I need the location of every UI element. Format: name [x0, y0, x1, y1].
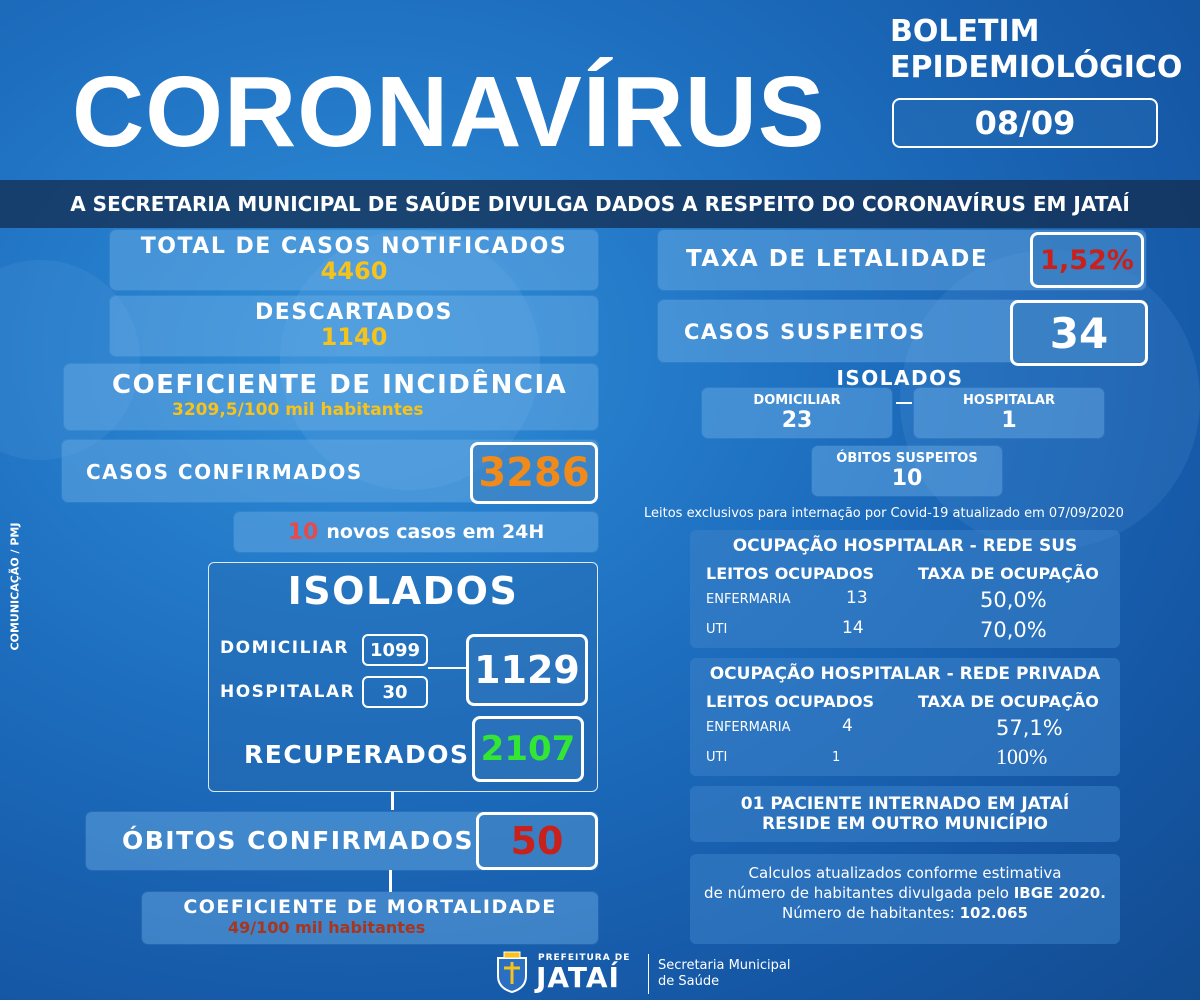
incidence-value: 3209,5/100 mil habitantes [172, 400, 424, 420]
isolated-hospital-label: HOSPITALAR [220, 682, 356, 702]
incidence-panel [64, 364, 598, 430]
virus-decoration [0, 260, 140, 460]
deaths-value: 50 [510, 819, 564, 863]
total-cases-value: 4460 [320, 257, 388, 285]
sus-occupancy-title: OCUPAÇÃO HOSPITALAR - REDE SUS [732, 536, 1078, 556]
sus-row-beds: 14 [842, 618, 864, 638]
mortality-panel [142, 892, 598, 944]
discarded-label: DESCARTADOS [255, 300, 453, 325]
footer-divider [648, 954, 649, 994]
calc-note-population: 102.065 [959, 904, 1028, 922]
date-box [892, 98, 1158, 148]
deaths-label: ÓBITOS CONFIRMADOS [122, 826, 475, 855]
recovered-label: RECUPERADOS [244, 740, 470, 769]
sus-row-rate: 70,0% [980, 618, 1047, 642]
private-col-rate: TAXA DE OCUPAÇÃO [918, 692, 1099, 711]
bulletin-line1: BOLETIM [890, 14, 1040, 49]
calc-note-line2 [690, 884, 1120, 902]
incidence-label: COEFICIENTE DE INCIDÊNCIA [112, 370, 568, 400]
patient-note-line2: RESIDE EM OUTRO MUNICÍPIO [762, 814, 1048, 834]
discarded-panel [110, 296, 598, 356]
calc-note-line1: Calculos atualizados conforme estimativa [748, 864, 1062, 882]
city-crest-icon [494, 950, 530, 994]
suspected-hospital-value: 1 [1001, 408, 1017, 433]
suspected-home-label: DOMICILIAR [753, 393, 841, 408]
bulletin-line2: EPIDEMIOLÓGICO [890, 50, 1183, 85]
isolated-hospital-value: 30 [382, 681, 408, 703]
suspected-isolated-title: ISOLADOS [836, 366, 964, 390]
sus-row-name: ENFERMARIA [706, 592, 791, 607]
connector-line [391, 792, 394, 810]
private-occupancy-title: OCUPAÇÃO HOSPITALAR - REDE PRIVADA [709, 664, 1101, 684]
suspected-hospital-panel [914, 388, 1104, 438]
confirmed-value-box [470, 442, 598, 504]
banner [0, 180, 1200, 228]
bulletin-date: 08/09 [974, 104, 1076, 142]
banner-text: A SECRETARIA MUNICIPAL DE SAÚDE DIVULGA DADOS A RESPEITO DO CORONAVÍRUS EM JATAÍ [70, 192, 1130, 216]
beds-note: Leitos exclusivos para internação por Covid-19 atualizado em 07/09/2020 [644, 506, 1124, 521]
suspected-value: 34 [1049, 308, 1109, 358]
calc-note-ibge: IBGE 2020. [1013, 884, 1106, 902]
footer-department [658, 958, 790, 990]
mortality-label: COEFICIENTE DE MORTALIDADE [183, 896, 557, 918]
private-occupancy-panel [690, 658, 1120, 776]
isolated-title: ISOLADOS [287, 569, 519, 613]
deaths-value-box [476, 812, 598, 870]
new-cases-panel [234, 512, 598, 552]
connector-line [389, 870, 392, 892]
bulletin-title [890, 14, 1182, 86]
patient-note-line1: 01 PACIENTE INTERNADO EM JATAÍ [740, 794, 1070, 814]
private-row-rate: 57,1% [996, 716, 1063, 740]
sus-col-rate: TAXA DE OCUPAÇÃO [918, 564, 1099, 583]
isolated-total-box [466, 634, 588, 706]
calc-note-line3 [690, 904, 1120, 922]
suspected-home-value: 23 [781, 408, 813, 433]
recovered-value-box [472, 716, 584, 782]
isolated-home-value: 1099 [369, 639, 421, 661]
isolated-home-label: DOMICILIAR [220, 638, 350, 658]
suspected-deaths-label: ÓBITOS SUSPEITOS [836, 451, 978, 466]
side-credit: COMUNICAÇÃO / PMJ [8, 522, 22, 651]
logo-prefeitura: PREFEITURA DE [538, 953, 631, 963]
sus-row-beds: 13 [846, 588, 868, 608]
connector-line [896, 402, 912, 404]
isolated-total-value: 1129 [474, 648, 580, 692]
sus-row-rate: 50,0% [980, 588, 1047, 612]
page-title: CORONAVÍRUS [72, 56, 826, 168]
suspected-label: CASOS SUSPEITOS [684, 320, 926, 344]
isolated-home-box [362, 634, 428, 666]
lethality-value-box [1030, 232, 1144, 288]
private-row-name: UTI [706, 750, 728, 765]
confirmed-label: CASOS CONFIRMADOS [86, 460, 363, 484]
suspected-hospital-label: HOSPITALAR [963, 393, 1055, 408]
connector-line [428, 667, 468, 669]
lethality-value: 1,52% [1040, 244, 1134, 276]
calc-note-panel [690, 854, 1120, 944]
new-cases-text: novos casos em 24H [326, 521, 545, 543]
private-row-beds: 4 [842, 716, 853, 736]
discarded-value: 1140 [320, 323, 388, 351]
mortality-value: 49/100 mil habitantes [228, 918, 426, 937]
dept-line1: Secretaria Municipal [658, 958, 791, 973]
lethality-label: TAXA DE LETALIDADE [686, 246, 989, 272]
total-cases-label: TOTAL DE CASOS NOTIFICADOS [140, 234, 568, 259]
private-row-name: ENFERMARIA [706, 720, 791, 735]
confirmed-value: 3286 [478, 450, 590, 496]
sus-row-name: UTI [706, 622, 728, 637]
recovered-value: 2107 [480, 729, 576, 769]
private-row-rate: 100% [996, 744, 1048, 769]
calc-note-line2-text: de número de habitantes divulgada pelo [704, 884, 1014, 902]
isolated-hospital-box [362, 676, 428, 708]
calc-note-line3-text: Número de habitantes: [782, 904, 960, 922]
private-col-beds: LEITOS OCUPADOS [706, 692, 875, 711]
suspected-deaths-value: 10 [891, 466, 923, 491]
sus-col-beds: LEITOS OCUPADOS [706, 564, 875, 583]
private-row-beds: 1 [832, 750, 841, 765]
logo-city: JATAÍ [536, 961, 620, 994]
dept-line2: de Saúde [658, 974, 720, 989]
suspected-home-panel [702, 388, 892, 438]
new-cases-number: 10 [287, 519, 319, 545]
sus-occupancy-panel [690, 530, 1120, 648]
suspected-value-box [1010, 300, 1148, 366]
total-cases-panel [110, 230, 598, 290]
patient-note-panel [690, 786, 1120, 842]
suspected-deaths-panel [812, 446, 1002, 496]
